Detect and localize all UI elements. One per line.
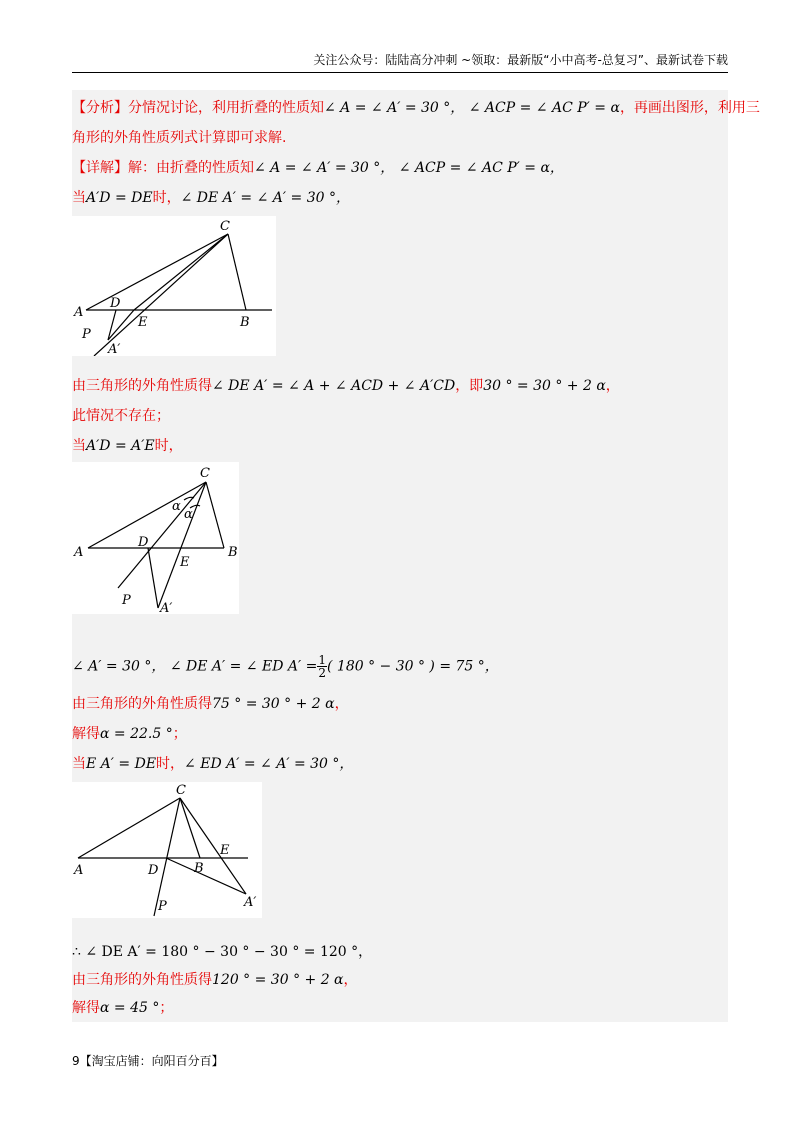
detail-text: 解：由折叠的性质知 bbox=[128, 160, 254, 176]
case2-equation bbox=[72, 654, 728, 679]
case1-prefix: 当 bbox=[72, 190, 86, 206]
fig2-label-A: A bbox=[74, 545, 84, 560]
case3-cond-math: E A′ = DE bbox=[86, 756, 157, 772]
analysis-line-1 bbox=[72, 98, 760, 118]
case1-ext-text2: ，即 bbox=[455, 378, 484, 394]
fig3-label-E: E bbox=[220, 843, 230, 858]
case3-cond-math2: ∠ ED A′ = ∠ A′ = 30 °， bbox=[184, 756, 354, 772]
analysis-tag: 【分析】 bbox=[72, 100, 128, 116]
case1-exterior bbox=[72, 376, 728, 396]
fig2-label-C: C bbox=[200, 466, 210, 481]
case2-ext-suffix: ， bbox=[334, 696, 349, 712]
case3-solve-text: 解得 bbox=[72, 1000, 100, 1016]
case3-suffix: 时， bbox=[156, 756, 185, 772]
case1-ext-math2: 30 ° = 30 ° + 2 α bbox=[483, 378, 606, 394]
fig2-label-P: P bbox=[122, 593, 131, 608]
case1-conclusion: 此情况不存在； bbox=[72, 408, 170, 424]
case2-solution bbox=[72, 724, 728, 744]
figure-2 bbox=[72, 462, 239, 614]
case2-exterior bbox=[72, 694, 728, 714]
page-header: 关注公众号：陆陆高分冲刺 ~领取：最新版“小中高考-总复习”、最新试卷下载 bbox=[72, 50, 728, 73]
case2-prefix: 当 bbox=[72, 438, 86, 454]
figure-1-diagram bbox=[72, 216, 276, 356]
fig1-label-C: C bbox=[220, 219, 230, 234]
figure-3 bbox=[72, 782, 262, 918]
fig1-label-A: A bbox=[74, 305, 84, 320]
fig3-label-P: P bbox=[158, 899, 167, 914]
case3-ext-text: 由三角形的外角性质得 bbox=[72, 972, 212, 988]
fig1-label-B: B bbox=[240, 315, 250, 330]
case3-solution bbox=[72, 998, 728, 1018]
case1-condition bbox=[72, 188, 728, 208]
fig2-label-alpha-1: α bbox=[172, 499, 181, 514]
case3-ext-suffix: ， bbox=[343, 972, 358, 988]
case3-solve-math: α = 45 ° bbox=[100, 1000, 160, 1016]
fig3-label-D: D bbox=[148, 863, 159, 878]
case1-ext-text: 由三角形的外角性质得 bbox=[72, 378, 212, 394]
analysis-text-2: ，再画出图形，利用三 bbox=[619, 100, 760, 116]
fraction-numerator: 1 bbox=[318, 653, 326, 667]
case3-exterior bbox=[72, 970, 728, 990]
fig3-label-B: B bbox=[194, 861, 204, 876]
fig3-label-A: A bbox=[74, 863, 84, 878]
case2-condition bbox=[72, 436, 728, 456]
case3-prefix: 当 bbox=[72, 756, 86, 772]
fig1-label-D: D bbox=[110, 296, 121, 311]
fraction-one-half bbox=[317, 654, 327, 679]
case3-solve-suffix: ； bbox=[159, 1000, 174, 1016]
page-footer: 9【淘宝店铺：向阳百分百】 bbox=[72, 1054, 224, 1068]
figure-1 bbox=[72, 216, 276, 356]
fig3-label-C: C bbox=[176, 783, 186, 798]
case2-ext-math: 75 ° = 30 ° + 2 α bbox=[212, 696, 335, 712]
fig3-label-A-prime: A′ bbox=[244, 895, 257, 910]
case2-ext-text: 由三角形的外角性质得 bbox=[72, 696, 212, 712]
analysis-math: ∠ A = ∠ A′ = 30 °， ∠ ACP = ∠ AC P′ = α bbox=[324, 100, 620, 116]
case2-solve-suffix: ； bbox=[172, 726, 187, 742]
case1-cond-math: A′D = DE bbox=[86, 190, 153, 206]
fig2-label-B: B bbox=[228, 545, 238, 560]
fig2-label-E: E bbox=[180, 555, 190, 570]
case3-condition bbox=[72, 754, 728, 774]
case1-ext-math: ∠ DE A′ = ∠ A + ∠ ACD + ∠ A′CD bbox=[212, 378, 456, 394]
case3-ext-math: 120 ° = 30 ° + 2 α bbox=[212, 972, 344, 988]
case1-suffix: 时， bbox=[152, 190, 181, 206]
case1-ext-suffix: ， bbox=[605, 378, 620, 394]
fig2-label-alpha-2: α bbox=[184, 507, 193, 522]
fig2-label-A-prime: A′ bbox=[160, 601, 173, 614]
case2-solve-text: 解得 bbox=[72, 726, 100, 742]
case2-cond-math: A′D = A′E bbox=[86, 438, 155, 454]
figure-3-diagram bbox=[72, 782, 262, 918]
case2-eq-part-b: ( 180 ° − 30 ° ) = 75 °， bbox=[327, 658, 499, 675]
fraction-denominator: 2 bbox=[318, 666, 326, 680]
fig1-label-A-prime: A′ bbox=[108, 342, 121, 356]
case3-equation: ∴ ∠ DE A′ = 180 ° − 30 ° − 30 ° = 120 °， bbox=[72, 944, 373, 960]
analysis-line-2: 角形的外角性质列式计算即可求解. bbox=[72, 130, 287, 146]
case2-suffix: 时， bbox=[154, 438, 183, 454]
detail-line bbox=[72, 158, 728, 178]
fig2-label-D: D bbox=[138, 535, 149, 550]
fig1-label-P: P bbox=[82, 327, 91, 342]
detail-tag: 【详解】 bbox=[72, 160, 128, 176]
figure-2-diagram bbox=[72, 462, 239, 614]
analysis-text: 分情况讨论，利用折叠的性质知 bbox=[128, 100, 324, 116]
case1-cond-math2: ∠ DE A′ = ∠ A′ = 30 °， bbox=[180, 190, 350, 206]
fig1-label-E: E bbox=[138, 315, 148, 330]
case2-solve-math: α = 22.5 ° bbox=[100, 726, 173, 742]
case2-eq-part-a: ∠ A′ = 30 °， ∠ DE A′ = ∠ ED A′ = bbox=[72, 658, 318, 675]
solution-content bbox=[72, 90, 760, 1022]
detail-math: ∠ A = ∠ A′ = 30 °， ∠ ACP = ∠ AC P′ = α， bbox=[254, 160, 564, 176]
